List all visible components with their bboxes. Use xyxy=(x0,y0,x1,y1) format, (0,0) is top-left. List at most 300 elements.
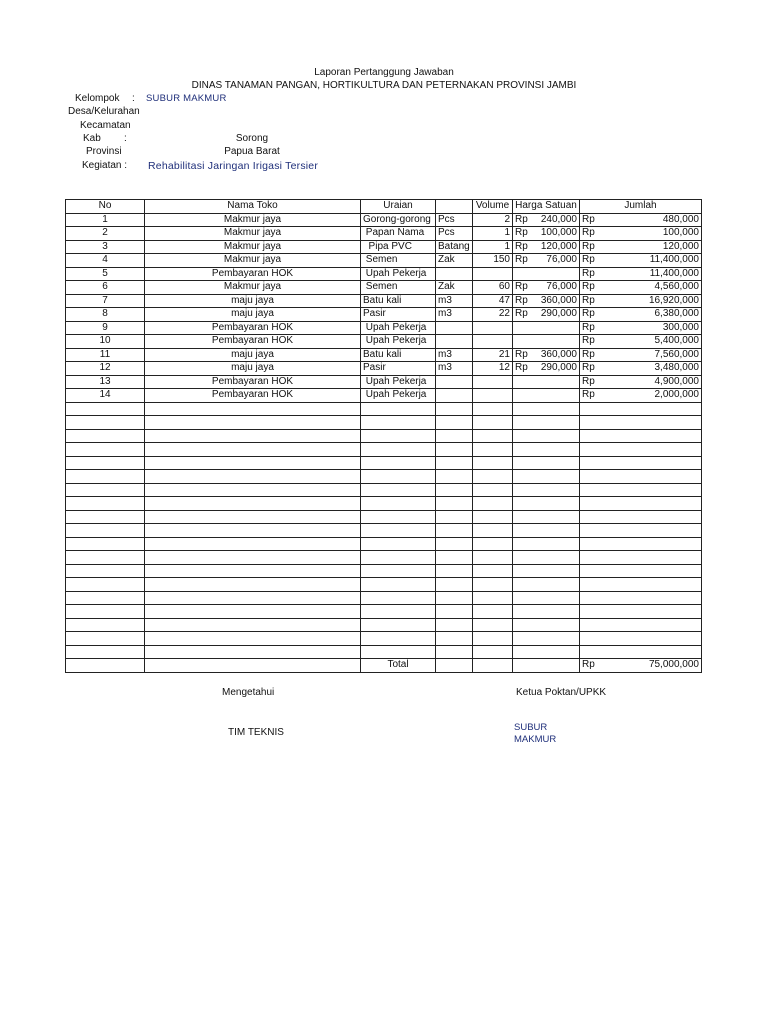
empty-cell xyxy=(145,524,361,538)
empty-cell xyxy=(145,456,361,470)
provinsi-label: Provinsi xyxy=(86,146,122,157)
empty-cell xyxy=(473,483,513,497)
empty-cell xyxy=(513,591,580,605)
cell-uraian: Pasir xyxy=(361,362,436,376)
amount-value: 100,000 xyxy=(662,227,699,239)
cell-unit xyxy=(436,267,473,281)
amount-value: 290,000 xyxy=(540,362,577,374)
cell-uraian: Semen xyxy=(361,254,436,268)
amount-value: 16,920,000 xyxy=(648,294,699,306)
table-row-empty xyxy=(66,429,702,443)
cell-unit xyxy=(436,335,473,349)
empty-cell xyxy=(473,605,513,619)
cell-unit xyxy=(436,321,473,335)
empty-cell xyxy=(361,578,436,592)
empty-cell xyxy=(580,456,702,470)
empty-cell xyxy=(473,416,513,430)
empty-cell xyxy=(361,443,436,457)
cell-harga-satuan xyxy=(513,321,580,335)
cell-volume xyxy=(473,335,513,349)
empty-cell xyxy=(145,618,361,632)
cell-volume: 21 xyxy=(473,348,513,362)
empty-cell xyxy=(145,470,361,484)
kab-value: Sorong xyxy=(235,133,269,144)
header-uraian: Uraian xyxy=(361,200,436,214)
empty-cell xyxy=(361,524,436,538)
empty-cell xyxy=(145,510,361,524)
empty-cell xyxy=(436,645,473,659)
kab-label: Kab xyxy=(83,133,101,144)
empty-cell xyxy=(361,483,436,497)
table-row-empty xyxy=(66,456,702,470)
currency-symbol: Rp xyxy=(582,267,595,279)
cell-unit: Pcs xyxy=(436,213,473,227)
cell-harga-satuan xyxy=(513,227,580,241)
currency-symbol: Rp xyxy=(582,240,595,252)
table-row xyxy=(66,321,702,335)
empty-cell xyxy=(436,578,473,592)
empty-cell xyxy=(145,497,361,511)
kecamatan-label: Kecamatan xyxy=(80,120,131,131)
table-row xyxy=(66,335,702,349)
cell-uraian: Upah Pekerja xyxy=(361,335,436,349)
cell-jumlah xyxy=(580,213,702,227)
empty-cell xyxy=(580,578,702,592)
table-row-empty xyxy=(66,470,702,484)
table-row xyxy=(66,348,702,362)
currency-symbol: Rp xyxy=(582,254,595,266)
empty-cell xyxy=(361,537,436,551)
empty-cell xyxy=(513,416,580,430)
empty-cell xyxy=(66,483,145,497)
empty-cell xyxy=(580,416,702,430)
empty-cell xyxy=(66,618,145,632)
empty-cell xyxy=(66,510,145,524)
cell-harga-satuan xyxy=(513,362,580,376)
empty-cell xyxy=(580,551,702,565)
cell-harga-satuan xyxy=(513,213,580,227)
empty-cell xyxy=(513,564,580,578)
cell-volume: 47 xyxy=(473,294,513,308)
cell-uraian: Batu kali xyxy=(361,348,436,362)
empty-cell xyxy=(513,402,580,416)
empty-cell xyxy=(580,632,702,646)
kelompok-value: SUBUR MAKMUR xyxy=(146,93,227,104)
signature-right-title: Ketua Poktan/UPKK xyxy=(516,687,607,698)
empty-cell xyxy=(436,605,473,619)
empty-cell xyxy=(580,537,702,551)
cell-unit xyxy=(436,389,473,403)
header-jumlah: Jumlah xyxy=(580,200,702,214)
amount-value: 76,000 xyxy=(546,254,577,266)
empty-cell xyxy=(361,605,436,619)
table-row-empty xyxy=(66,524,702,538)
table-row-empty xyxy=(66,402,702,416)
cell-jumlah xyxy=(580,240,702,254)
empty-cell xyxy=(145,591,361,605)
cell-jumlah xyxy=(580,348,702,362)
cell-no: 12 xyxy=(66,362,145,376)
cell-unit: m3 xyxy=(436,348,473,362)
cell-uraian: Upah Pekerja xyxy=(361,375,436,389)
empty-cell xyxy=(436,429,473,443)
empty-cell xyxy=(66,645,145,659)
cell-volume: 22 xyxy=(473,308,513,322)
cell-harga-satuan xyxy=(513,294,580,308)
currency-symbol: Rp xyxy=(582,375,595,387)
empty-cell xyxy=(361,551,436,565)
cell-no: 9 xyxy=(66,321,145,335)
table-row-empty xyxy=(66,497,702,511)
cell-uraian: Gorong-gorong xyxy=(361,213,436,227)
empty-cell xyxy=(145,605,361,619)
empty-cell xyxy=(66,578,145,592)
amount-value: 5,400,000 xyxy=(654,335,699,347)
table-row-empty xyxy=(66,591,702,605)
amount-value: 4,560,000 xyxy=(654,281,699,293)
empty-cell xyxy=(361,632,436,646)
empty-cell xyxy=(580,483,702,497)
cell-jumlah xyxy=(580,389,702,403)
currency-symbol: Rp xyxy=(582,389,595,401)
empty-cell xyxy=(473,497,513,511)
kegiatan-value: Rehabilitasi Jaringan Irigasi Tersier xyxy=(148,160,319,172)
empty-cell xyxy=(436,416,473,430)
cell-harga-satuan xyxy=(513,389,580,403)
table-body xyxy=(66,213,702,672)
empty-cell xyxy=(361,402,436,416)
empty-cell xyxy=(145,402,361,416)
empty-cell xyxy=(473,402,513,416)
cell-no: 14 xyxy=(66,389,145,403)
amount-value: 100,000 xyxy=(540,227,577,239)
empty-cell xyxy=(473,537,513,551)
table-row xyxy=(66,267,702,281)
table-row xyxy=(66,308,702,322)
empty-cell xyxy=(436,497,473,511)
cell-harga-satuan xyxy=(513,308,580,322)
empty-cell xyxy=(473,429,513,443)
currency-symbol: Rp xyxy=(515,240,528,252)
empty-cell xyxy=(66,470,145,484)
cell-harga-satuan xyxy=(513,335,580,349)
cell-nama-toko: maju jaya xyxy=(145,348,361,362)
total-empty-cell xyxy=(436,659,473,673)
empty-cell xyxy=(580,591,702,605)
empty-cell xyxy=(66,497,145,511)
cell-nama-toko: Makmur jaya xyxy=(145,227,361,241)
report-agency: DINAS TANAMAN PANGAN, HORTIKULTURA DAN PETERNAKAN PROVINSI JAMBI xyxy=(191,80,577,91)
cell-no: 11 xyxy=(66,348,145,362)
table-row xyxy=(66,375,702,389)
empty-cell xyxy=(361,510,436,524)
currency-symbol: Rp xyxy=(582,281,595,293)
signature-left-name: TIM TEKNIS xyxy=(228,727,284,738)
table-row-empty xyxy=(66,416,702,430)
empty-cell xyxy=(513,483,580,497)
cell-volume xyxy=(473,375,513,389)
empty-cell xyxy=(436,591,473,605)
provinsi-value: Papua Barat xyxy=(224,146,280,157)
cell-unit: m3 xyxy=(436,308,473,322)
cell-no: 2 xyxy=(66,227,145,241)
total-empty-cell xyxy=(473,659,513,673)
currency-symbol: Rp xyxy=(582,308,595,320)
empty-cell xyxy=(66,416,145,430)
cell-harga-satuan xyxy=(513,267,580,281)
table-row-empty xyxy=(66,605,702,619)
cell-no: 5 xyxy=(66,267,145,281)
empty-cell xyxy=(66,632,145,646)
empty-cell xyxy=(513,524,580,538)
cell-jumlah xyxy=(580,321,702,335)
empty-cell xyxy=(145,578,361,592)
cell-no: 8 xyxy=(66,308,145,322)
currency-symbol: Rp xyxy=(515,308,528,320)
table-row-empty xyxy=(66,551,702,565)
empty-cell xyxy=(66,443,145,457)
cell-nama-toko: maju jaya xyxy=(145,308,361,322)
cell-harga-satuan xyxy=(513,281,580,295)
cell-harga-satuan xyxy=(513,348,580,362)
cell-jumlah xyxy=(580,335,702,349)
empty-cell xyxy=(513,551,580,565)
table-row-empty xyxy=(66,618,702,632)
cell-no: 7 xyxy=(66,294,145,308)
cell-jumlah xyxy=(580,281,702,295)
cell-nama-toko: Makmur jaya xyxy=(145,213,361,227)
empty-cell xyxy=(473,618,513,632)
cell-jumlah xyxy=(580,254,702,268)
currency-symbol: Rp xyxy=(582,321,595,333)
cell-jumlah xyxy=(580,362,702,376)
desa-label: Desa/Kelurahan xyxy=(68,106,140,117)
cell-jumlah xyxy=(580,375,702,389)
cell-no: 3 xyxy=(66,240,145,254)
cell-harga-satuan xyxy=(513,254,580,268)
cell-unit: m3 xyxy=(436,362,473,376)
empty-cell xyxy=(513,632,580,646)
empty-cell xyxy=(580,470,702,484)
empty-cell xyxy=(145,564,361,578)
amount-value: 360,000 xyxy=(540,348,577,360)
currency-symbol: Rp xyxy=(515,281,528,293)
empty-cell xyxy=(513,605,580,619)
cell-jumlah xyxy=(580,294,702,308)
cell-volume: 60 xyxy=(473,281,513,295)
cell-jumlah xyxy=(580,267,702,281)
cell-uraian: Pasir xyxy=(361,308,436,322)
empty-cell xyxy=(436,470,473,484)
empty-cell xyxy=(473,578,513,592)
total-empty-cell xyxy=(145,659,361,673)
cell-uraian: Batu kali xyxy=(361,294,436,308)
empty-cell xyxy=(513,578,580,592)
empty-cell xyxy=(145,537,361,551)
currency-symbol: Rp xyxy=(582,362,595,374)
table-row-empty xyxy=(66,537,702,551)
cell-volume: 150 xyxy=(473,254,513,268)
cell-nama-toko: Makmur jaya xyxy=(145,240,361,254)
empty-cell xyxy=(436,483,473,497)
table-row-empty xyxy=(66,564,702,578)
cell-nama-toko: Pembayaran HOK xyxy=(145,267,361,281)
empty-cell xyxy=(513,537,580,551)
signature-right-name-line2: MAKMUR xyxy=(514,734,557,745)
cell-volume xyxy=(473,389,513,403)
empty-cell xyxy=(473,551,513,565)
currency-symbol: Rp xyxy=(582,294,595,306)
kab-colon: : xyxy=(124,133,127,144)
cell-nama-toko: maju jaya xyxy=(145,294,361,308)
amount-value: 290,000 xyxy=(540,308,577,320)
cell-nama-toko: Makmur jaya xyxy=(145,254,361,268)
cell-uraian: Pipa PVC xyxy=(361,240,436,254)
empty-cell xyxy=(145,429,361,443)
table-row xyxy=(66,254,702,268)
table-row xyxy=(66,281,702,295)
cell-uraian: Papan Nama xyxy=(361,227,436,241)
total-empty-cell xyxy=(66,659,145,673)
table-row xyxy=(66,294,702,308)
total-label: Total xyxy=(361,659,436,673)
empty-cell xyxy=(361,429,436,443)
cell-no: 1 xyxy=(66,213,145,227)
header-volume: Volume xyxy=(473,200,513,214)
empty-cell xyxy=(580,497,702,511)
cell-unit: m3 xyxy=(436,294,473,308)
empty-cell xyxy=(145,632,361,646)
amount-value: 7,560,000 xyxy=(654,348,699,360)
cell-volume xyxy=(473,267,513,281)
empty-cell xyxy=(580,429,702,443)
empty-cell xyxy=(66,429,145,443)
cell-unit: Pcs xyxy=(436,227,473,241)
table-row-empty xyxy=(66,578,702,592)
cell-uraian: Semen xyxy=(361,281,436,295)
signature-right-name-line1: SUBUR xyxy=(514,722,548,733)
empty-cell xyxy=(436,524,473,538)
empty-cell xyxy=(513,470,580,484)
amount-value: 75,000,000 xyxy=(648,659,699,671)
cell-nama-toko: Pembayaran HOK xyxy=(145,335,361,349)
amount-value: 360,000 xyxy=(540,294,577,306)
empty-cell xyxy=(473,564,513,578)
amount-value: 4,900,000 xyxy=(654,375,699,387)
empty-cell xyxy=(66,551,145,565)
table-row-empty xyxy=(66,510,702,524)
table-total-row xyxy=(66,659,702,673)
empty-cell xyxy=(361,497,436,511)
cell-jumlah xyxy=(580,227,702,241)
amount-value: 11,400,000 xyxy=(649,267,699,279)
empty-cell xyxy=(361,645,436,659)
cell-uraian: Upah Pekerja xyxy=(361,267,436,281)
cell-no: 10 xyxy=(66,335,145,349)
report-title: Laporan Pertanggung Jawaban xyxy=(314,67,454,78)
table-row xyxy=(66,362,702,376)
cell-unit xyxy=(436,375,473,389)
cell-no: 13 xyxy=(66,375,145,389)
empty-cell xyxy=(513,510,580,524)
cell-volume: 12 xyxy=(473,362,513,376)
signature-left-title: Mengetahui xyxy=(222,687,275,698)
total-value xyxy=(580,659,702,673)
empty-cell xyxy=(361,416,436,430)
empty-cell xyxy=(145,416,361,430)
header-unit xyxy=(436,200,473,214)
empty-cell xyxy=(361,456,436,470)
empty-cell xyxy=(513,443,580,457)
amount-value: 11,400,000 xyxy=(649,254,699,266)
currency-symbol: Rp xyxy=(582,659,595,671)
table-row xyxy=(66,213,702,227)
cell-unit: Zak xyxy=(436,254,473,268)
empty-cell xyxy=(361,564,436,578)
empty-cell xyxy=(145,443,361,457)
empty-cell xyxy=(580,510,702,524)
empty-cell xyxy=(436,618,473,632)
amount-value: 76,000 xyxy=(546,281,577,293)
empty-cell xyxy=(473,510,513,524)
kelompok-label: Kelompok xyxy=(75,93,120,104)
currency-symbol: Rp xyxy=(515,254,528,266)
empty-cell xyxy=(473,470,513,484)
empty-cell xyxy=(473,524,513,538)
cell-nama-toko: Pembayaran HOK xyxy=(145,321,361,335)
empty-cell xyxy=(436,456,473,470)
cell-uraian: Upah Pekerja xyxy=(361,321,436,335)
empty-cell xyxy=(436,510,473,524)
cell-no: 6 xyxy=(66,281,145,295)
empty-cell xyxy=(580,564,702,578)
empty-cell xyxy=(580,618,702,632)
currency-symbol: Rp xyxy=(515,227,528,239)
kegiatan-label: Kegiatan : xyxy=(82,160,128,171)
empty-cell xyxy=(66,524,145,538)
empty-cell xyxy=(145,551,361,565)
cell-nama-toko: Makmur jaya xyxy=(145,281,361,295)
empty-cell xyxy=(436,632,473,646)
empty-cell xyxy=(66,564,145,578)
empty-cell xyxy=(436,551,473,565)
currency-symbol: Rp xyxy=(515,348,528,360)
empty-cell xyxy=(513,429,580,443)
empty-cell xyxy=(436,443,473,457)
empty-cell xyxy=(580,402,702,416)
empty-cell xyxy=(513,456,580,470)
empty-cell xyxy=(513,645,580,659)
cell-nama-toko: Pembayaran HOK xyxy=(145,375,361,389)
amount-value: 240,000 xyxy=(540,213,577,225)
empty-cell xyxy=(473,456,513,470)
table-row-empty xyxy=(66,632,702,646)
currency-symbol: Rp xyxy=(582,227,595,239)
cell-volume: 1 xyxy=(473,240,513,254)
empty-cell xyxy=(66,456,145,470)
currency-symbol: Rp xyxy=(582,335,595,347)
empty-cell xyxy=(66,537,145,551)
currency-symbol: Rp xyxy=(582,213,595,225)
cell-volume: 2 xyxy=(473,213,513,227)
cell-unit: Batang xyxy=(436,240,473,254)
table-row-empty xyxy=(66,443,702,457)
amount-value: 120,000 xyxy=(540,240,577,252)
amount-value: 300,000 xyxy=(662,321,699,333)
cell-jumlah xyxy=(580,308,702,322)
empty-cell xyxy=(66,591,145,605)
amount-value: 2,000,000 xyxy=(654,389,699,401)
